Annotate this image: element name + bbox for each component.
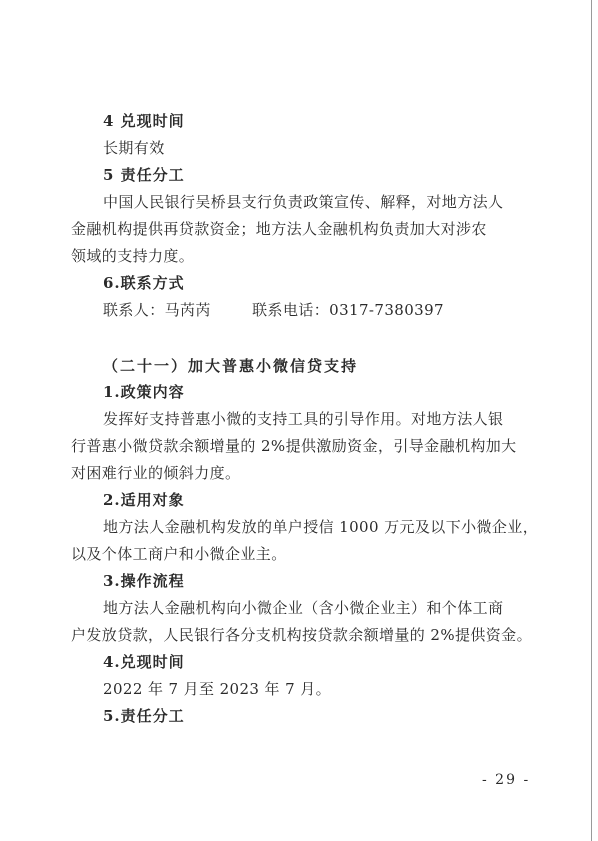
heading-applicable-objects: 2.适用对象 [103, 491, 185, 509]
paragraph-line: 对困难行业的倾斜力度。 [71, 464, 241, 482]
paragraph-line: 户发放贷款，人民银行各分支机构按贷款余额增量的 2%提供资金。 [71, 626, 532, 644]
heading-policy-content: 1.政策内容 [103, 383, 185, 401]
page-number: - 29 - [482, 772, 531, 788]
contact-info: 联系人：马芮芮 联系电话：0317-7380397 [103, 301, 444, 319]
page-edge-line [591, 0, 592, 841]
heading-responsibility-2: 5.责任分工 [103, 707, 185, 725]
paragraph-line: 金融机构提供再贷款资金；地方法人金融机构负责加大对涉农 [71, 220, 487, 238]
paragraph-line: 行普惠小微贷款余额增量的 2%提供激励资金，引导金融机构加大 [71, 437, 517, 455]
heading-fulfillment-time-2: 4.兑现时间 [103, 653, 185, 671]
paragraph-line: 中国人民银行吴桥县支行负责政策宣传、解释，对地方法人 [103, 193, 504, 211]
heading-fulfillment-time: 4 兑现时间 [103, 112, 185, 130]
paragraph-line: 领域的支持力度。 [71, 247, 195, 265]
paragraph-line: 发挥好支持普惠小微的支持工具的引导作用。对地方法人银 [103, 410, 504, 428]
paragraph-line: 地方法人金融机构发放的单户授信 1000 万元及以下小微企业， [103, 518, 539, 536]
section-title: （二十一）加大普惠小微信贷支持 [103, 357, 359, 375]
heading-operation-process: 3.操作流程 [103, 572, 185, 590]
paragraph-fulfillment-time: 长期有效 [103, 139, 165, 157]
paragraph-fulfillment-period: 2022 年 7 月至 2023 年 7 月。 [103, 680, 332, 698]
heading-contact: 6.联系方式 [103, 274, 185, 292]
heading-responsibility: 5 责任分工 [103, 166, 185, 184]
paragraph-line: 以及个体工商户和小微企业主。 [71, 545, 287, 563]
paragraph-line: 地方法人金融机构向小微企业（含小微企业主）和个体工商 [103, 599, 504, 617]
